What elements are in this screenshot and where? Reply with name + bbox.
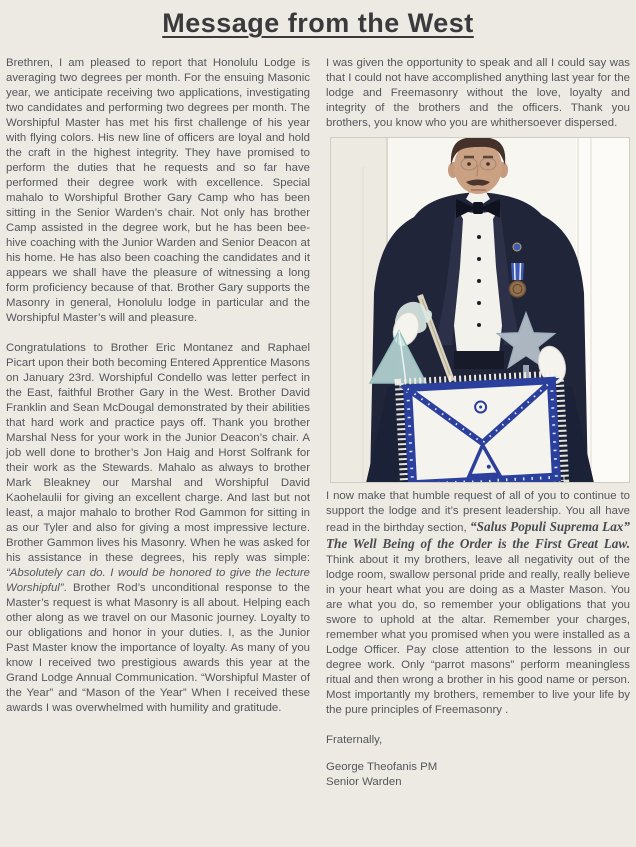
signature-name: George Theofanis PM: [326, 761, 438, 773]
eye-right: [486, 162, 490, 166]
right-paragraph-1: I was given the opportunity to speak and all I could say was that I could not have accomplished anything last year for the lodge and Freemasonry without the love, loyalty and integrity of the brothers and the officers. Thank you brothers, you know who you are whithersoever dispersed.: [326, 57, 630, 129]
eye-left: [467, 162, 471, 166]
shirt-stud: [477, 301, 481, 305]
medal-ribbon-stripe: [515, 263, 516, 280]
nose: [477, 165, 478, 176]
left-column: [6, 56, 310, 790]
left-paragraph-2: [6, 341, 310, 716]
medal-ribbon: [511, 263, 524, 280]
closing-line: Fraternally,: [326, 734, 383, 746]
portrait-photo-image: [330, 137, 630, 483]
medal-ribbon-stripe: [520, 263, 521, 280]
portrait-photo: [330, 137, 630, 483]
left-paragraph-2-text: Congratulations to Brother Eric Montanez and Raphael Picart upon their both becoming Entered Apprentice Masons on January 23rd. Worshipful Condello was letter perfect in the East, faithful Brother Gary in the West. Brother David Franklin and Sean McDougal demonstrated by their abilities that hard work and practice pays off. Thank you brother Marshal Ness for your work in the Junior Deacon’s chair. A job well done to brother’s Jon Haig and Horst Solfrank for their work as the Stewards. Mahalo as always to brother Mark Bleakney our Marshal and Worshipful David Kaohelaulii for giving an excellent charge. And last but not least, a major mahalo to brother Rod Gammon for sitting in as our Tyler and also for giving a most impressive lecture. Brother Gammon lives his Masonry. When he was asked for his assistance in these degrees, his reply was simple:: [6, 342, 310, 564]
shirt-stud: [477, 323, 481, 327]
right-paragraph-2-continued: Think about it my brothers, leave all negativity out of the lodge room, swallow personal pride and really, really believe in your heart what you are doing as a Master Mason. You are what you do, so remember your obligations that you swore to uphold at the altar. Remember your charges, remember what you promised when you were installed as a Lodge Officer. Pay close attention to the lessons in our degree work. Only “parrot masons” perform meaningless ritual and then wrong a brother in his good name or person. Most importantly my brothers, remember to live your life by the pure principles of Freemasonry .: [326, 554, 630, 716]
signature-title: Senior Warden: [326, 776, 402, 788]
right-paragraph-2: [326, 489, 630, 718]
rod-gammon-quote: “Absolutely can do. I would be honored to give the lecture Worshipful”: [6, 567, 310, 594]
left-paragraph-1: Brethren, I am pleased to report that Honolulu Lodge is averaging two degrees per month. For the ensuing Masonic year, we anticipate receiving two applications, investigating two candidates and performing two degrees per month. The Worshipful Master has met his first challenge of his year with flying colors. His new line of officers are loyal and hold the craft in the highest integrity. They have promised to perform the duties that he requests and so far have performed their degree work with excellence. Special mahalo to Worshipful Brother Gary Camp who has been sitting in the Senior Warden’s chair. Not only has brother Camp assisted in the degree work, but he has been bee-hive coaching with the Junior Warden and Senior Deacon at his home. He has also been coaching the candidates and it appears we shall have the pleasure of witnessing a long form proficiency because of that. Brother Gary supports the Masonry in general, Honolulu lodge in particular and the Worshipful Master’s will and pleasure.: [6, 57, 310, 324]
right-paragraph-2-text: I now make that humble request of all of you to continue to support the lodge and it’s present leadership. You all have read in the birthday section,: [326, 490, 630, 534]
right-column: [326, 56, 630, 790]
shirt-stud: [477, 257, 481, 261]
cummerbund: [454, 351, 504, 369]
latin-motto: “Salus Populi Suprema Lax” The Well Being of the Order is the First Great Law.: [326, 519, 630, 551]
medal-drop: [510, 281, 526, 297]
left-paragraph-2-continued: . Brother Rod’s unconditional response to the Master’s request is what Masonry is all about. Helping each other along as we travel on our Masonic journey. Loyalty to our obligations and honor in your duties. I, as the Junior Past Master know the importance of loyalty. As many of you know I received two prestigious awards this year at the Grand Lodge Annual Communication. “Worshipful Master of the Year” and “Mason of the Year” When I received these awards I was overwhelmed with humility and gratitude.: [6, 582, 310, 714]
shirt-stud: [477, 279, 481, 283]
bow-tie-knot: [473, 202, 483, 214]
signature-block: [326, 760, 630, 790]
lapel-pin: [513, 243, 521, 251]
page-title: Message from the West: [162, 8, 474, 38]
masonic-apron: [399, 375, 564, 483]
shirt-stud: [477, 235, 481, 239]
columns: [5, 56, 631, 790]
emblem-base: [472, 478, 496, 479]
